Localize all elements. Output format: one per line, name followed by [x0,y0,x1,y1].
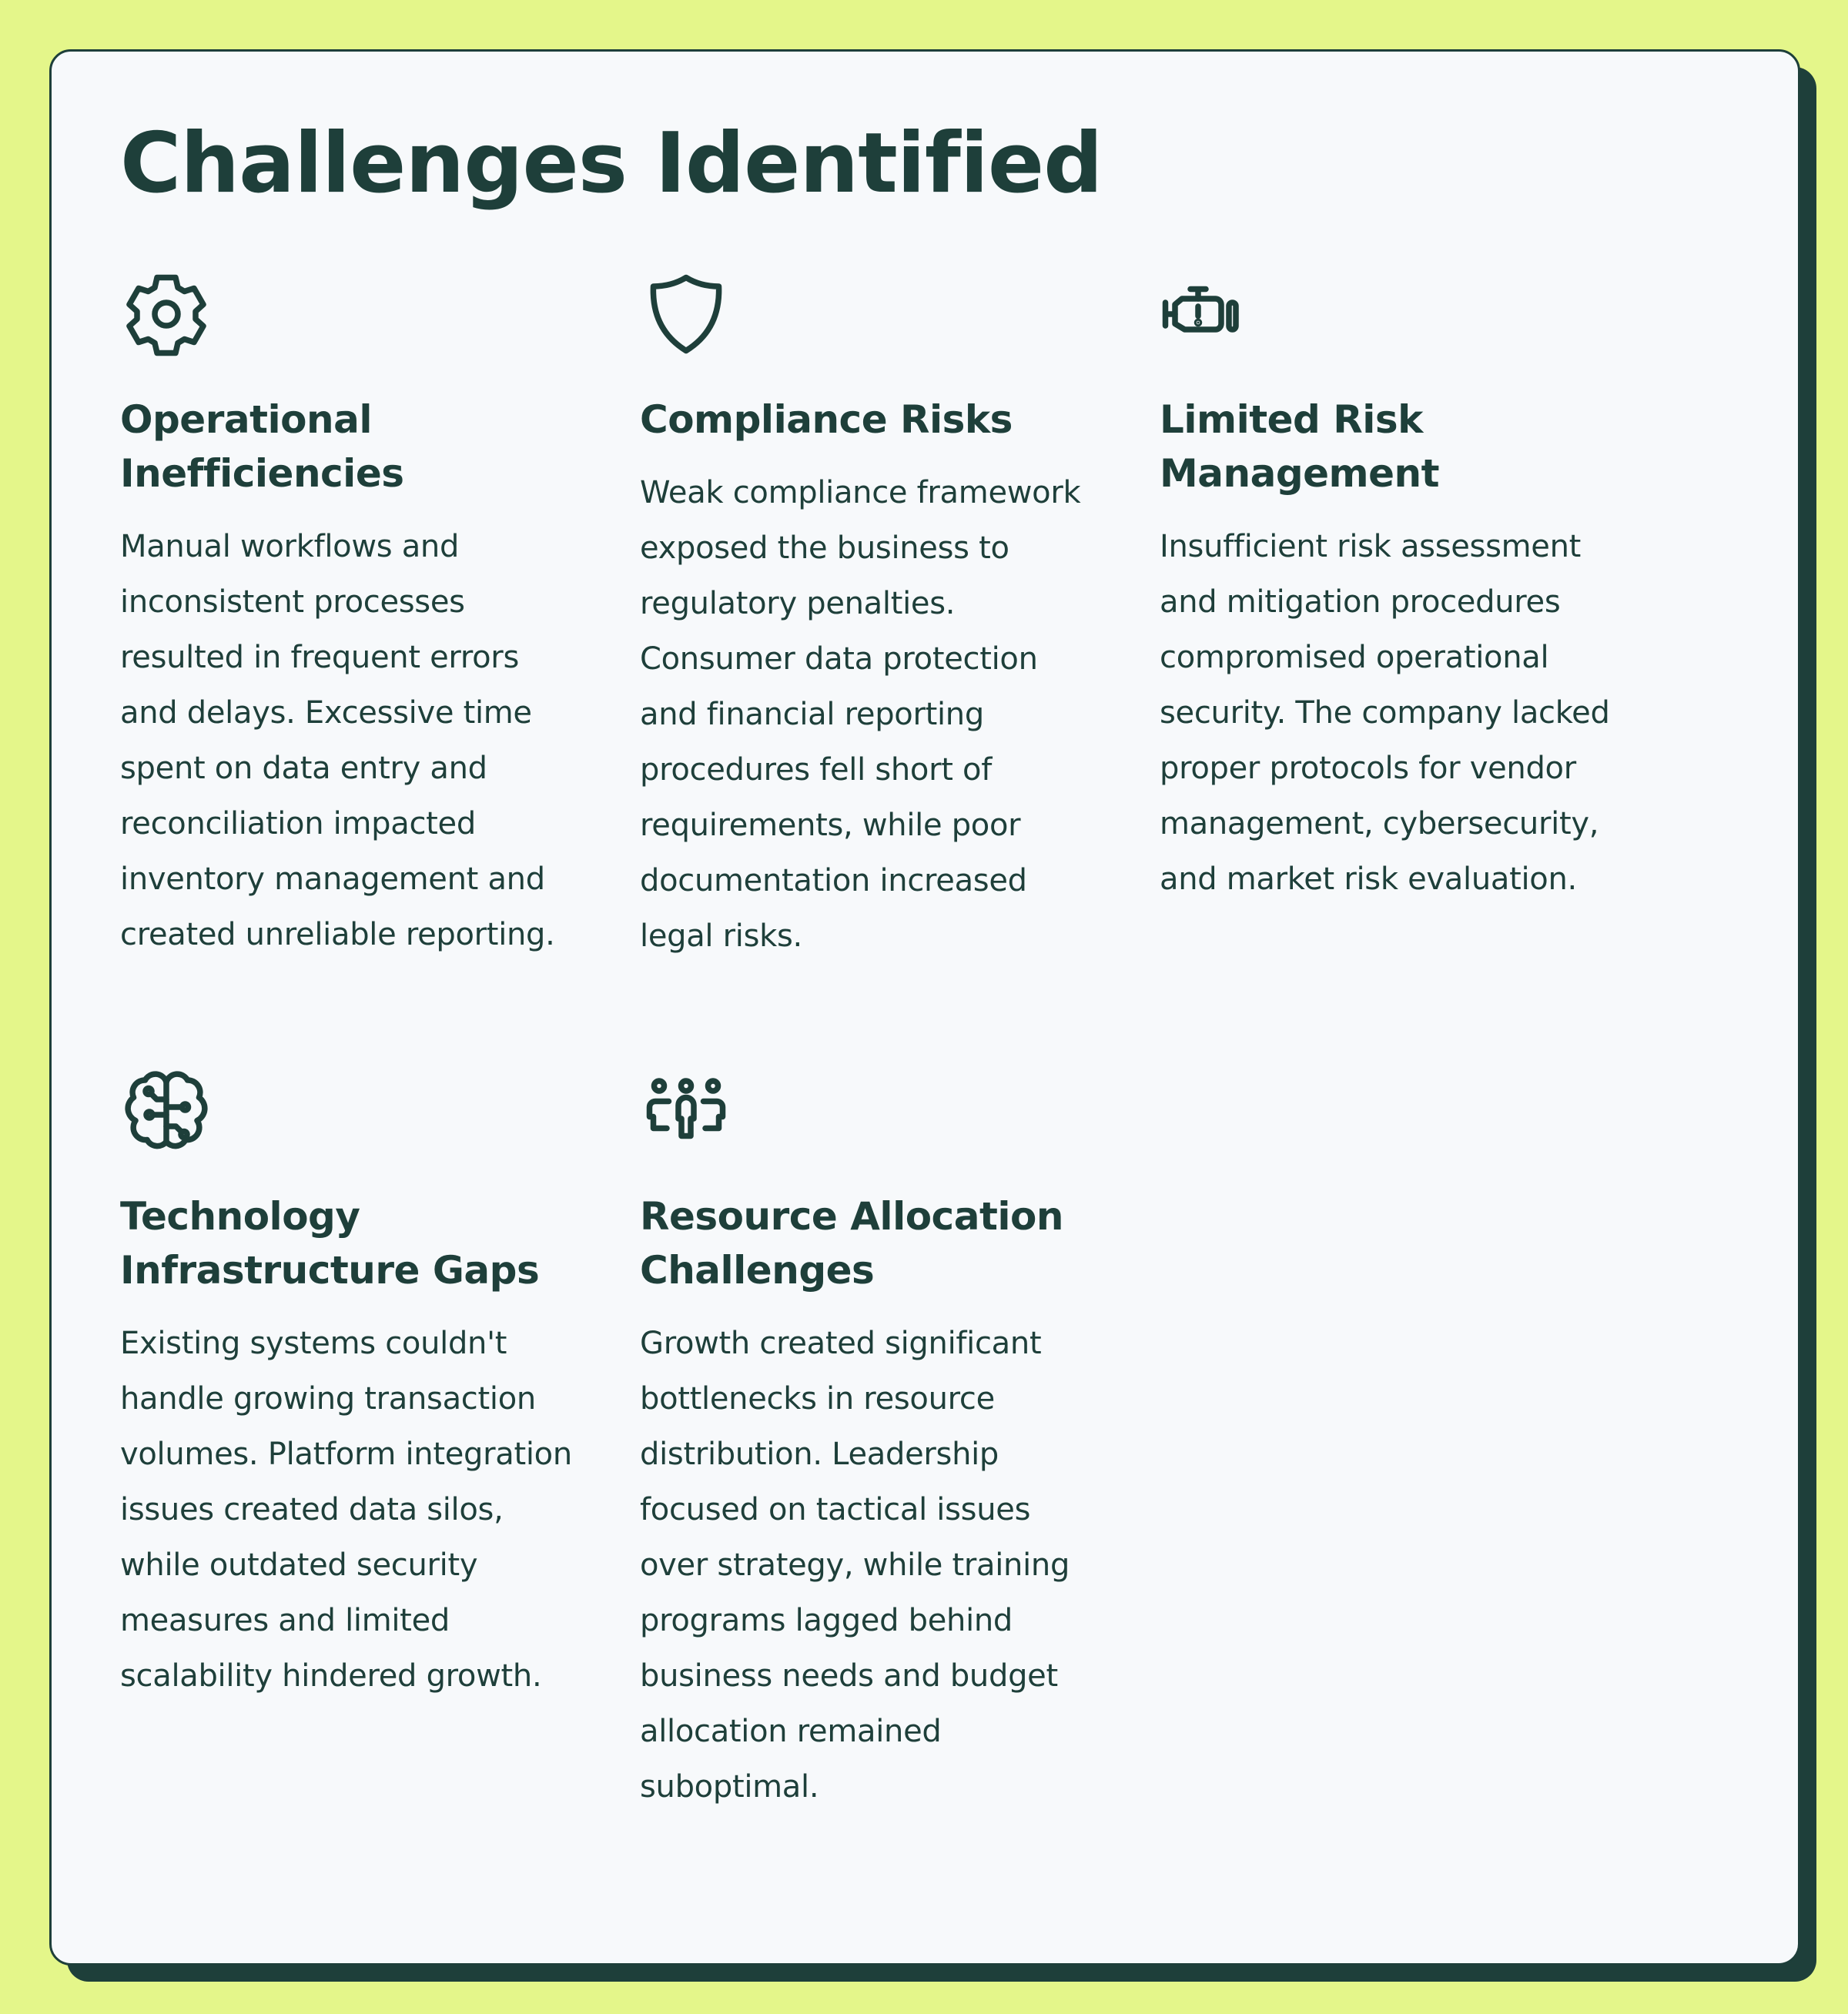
challenge-risk [1160,268,1622,1065]
brain-circuit-icon [120,1065,213,1157]
challenge-technology [120,1065,582,1815]
challenge-title: Technology Infrastructure Gaps [120,1194,540,1293]
challenge-title: Operational Inefficiencies [120,397,404,496]
challenge-description: Insufficient risk assessment and mitigation procedures compromised operational security. The company lacked proper protocols for vendor management, cybersecurity, and market risk evaluation. [1160,529,1610,897]
team-icon [640,1065,732,1157]
page-title: Challenges Identified [120,115,1103,212]
challenge-operational [120,268,582,1065]
challenge-description: Growth created significant bottlenecks in resource distribution. Leadership focused on tactical issues over strategy, while training programs lagged behind business needs and budget allocation remained suboptimal. [640,1326,1070,1805]
challenge-compliance [640,268,1102,1065]
challenge-title: Compliance Risks [640,397,1013,442]
challenge-description: Existing systems couldn't handle growing transaction volumes. Platform integration issues created data silos, while outdated security measures and limited scalability hindered growth. [120,1326,572,1694]
challenge-resources [640,1065,1102,1815]
shield-icon [640,268,732,360]
challenge-description: Manual workflows and inconsistent processes resulted in frequent errors and delays. Excessive time spent on data entry and reconciliation impacted inventory management and created unreliable reporting. [120,529,555,952]
challenge-title: Resource Allocation Challenges [640,1194,1063,1293]
challenge-description: Weak compliance framework exposed the business to regulatory penalties. Consumer data protection and financial reporting procedures fell short of requirements, while poor documentation increased legal risks. [640,475,1081,954]
gear-icon [120,268,213,360]
challenge-title: Limited Risk Management [1160,397,1440,496]
challenges-grid [120,268,1645,1815]
engine-warning-icon [1160,268,1252,360]
